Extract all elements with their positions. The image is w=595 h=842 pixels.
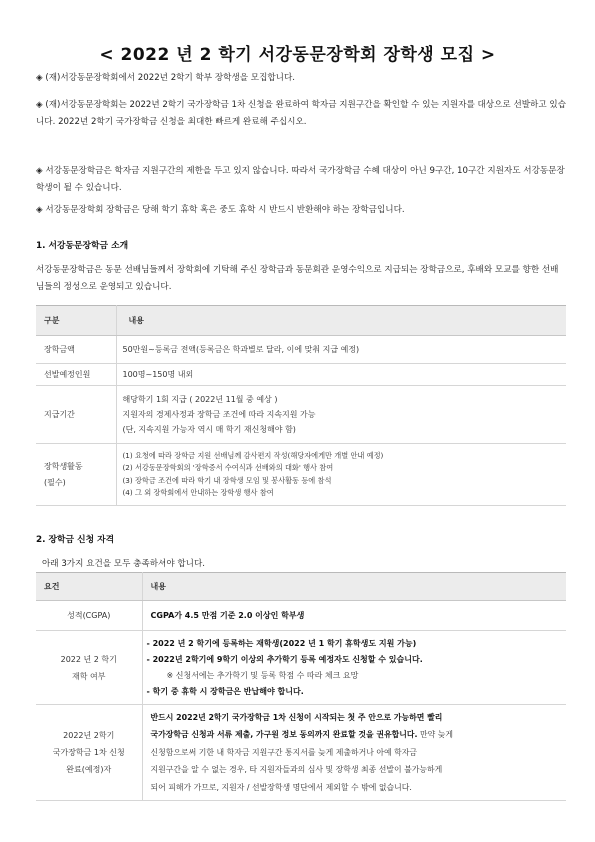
table-row <box>36 705 566 801</box>
content-line: 해당학기 1회 지급 ( 2022년 11월 중 예상 ) <box>122 395 278 404</box>
page-title: < 2022 년 2 학기 서강동문장학회 장학생 모집 > <box>99 45 496 65</box>
intro-line-3: ◈ 서강동문장학금은 학자금 지원구간의 제한을 두고 있지 않습니다. 따라서 국가장학금 수혜 대상이 아닌 9구간, 10구간 지원자도 서강동문장학생이 될 수 있습니다. <box>36 166 565 193</box>
row-content: 100명~150명 내외 <box>116 364 566 386</box>
content-line: - 2022 년 2 학기에 등록하는 재학생(2022 년 1 학기 휴학생도 지원 가능) <box>146 638 417 648</box>
header-content: 내용 <box>142 573 566 601</box>
table-header-row <box>36 573 566 601</box>
content-line: - 2022년 2학기에 9학기 이상의 추가학기 등록 예정자도 신청할 수 있습니다. <box>146 654 423 664</box>
label-line: 2022 년 2 학기 <box>60 654 117 664</box>
row-label <box>36 705 142 801</box>
intro-line-4: ◈ 서강동문장학회 장학금은 당해 학기 휴학 혹은 중도 휴학 시 반드시 반환해야 하는 장학금입니다. <box>36 205 405 215</box>
table-row <box>36 364 566 386</box>
row-content: 50만원~등록금 전액(등록금은 학과별로 달라, 이에 맞춰 지급 예정) <box>116 336 566 364</box>
content-line: 신청함으로써 기한 내 학자금 지원구간 통지서를 늦게 제출하거나 아예 학자금 <box>150 747 417 757</box>
row-content <box>116 386 566 444</box>
header-category: 구분 <box>36 306 116 336</box>
content-tail-text: 만약 늦게 <box>417 730 454 740</box>
header-requirement: 요건 <box>36 573 142 601</box>
label-line: 2022년 2학기 <box>63 731 115 740</box>
row-content <box>142 631 566 705</box>
content-line: 되어 피해가 가므로, 지원자 / 선발장학생 명단에서 제외할 수 밖에 없습니다. <box>150 782 412 792</box>
row-label: 성적(CGPA) <box>36 601 142 631</box>
content-line: (3) 장학금 조건에 따라 학기 내 장학생 모임 및 봉사활동 등에 참석 <box>122 475 332 485</box>
section1-heading: 1. 서강동문장학금 소개 <box>36 241 129 251</box>
label-line: 완료(예정)자 <box>66 765 112 774</box>
content-bold-text: 국가장학금 신청과 서류 제출, 가구원 정보 동의까지 완료할 것을 권유합니다. <box>150 730 418 740</box>
table-header-row <box>36 306 566 336</box>
table-row <box>36 336 566 364</box>
row-label: 선발예정인원 <box>36 364 116 386</box>
row-content: CGPA가 4.5 만점 기준 2.0 이상인 학부생 <box>142 601 566 631</box>
row-label <box>36 631 142 705</box>
row-content <box>142 705 566 801</box>
label-line: (필수) <box>44 477 66 487</box>
intro-line-2: ◈ (재)서강동문장학회는 2022년 2학기 국가장학금 1차 신청을 완료하여 학자금 지원구간을 확인할 수 있는 지원자를 대상으로 선발하고 있습니다. 2022년 2학기 국가장학금 신청을 최대한 빠르게 완료해 주십시오. <box>36 100 566 127</box>
content-line: 지원구간을 알 수 없는 경우, 타 지원자들과의 심사 및 장학생 최종 선발이 불가능하게 <box>150 765 443 775</box>
table-row <box>36 386 566 444</box>
content-line: (단, 지속지원 가능자 역시 매 학기 재신청해야 함) <box>122 425 296 434</box>
content-line: (2) 서강동문장학회의 '장학증서 수여식과 선배와의 대화' 행사 참여 <box>122 463 334 472</box>
section2-heading: 2. 장학금 신청 자격 <box>36 535 115 545</box>
label-line: 장학생활동 <box>44 461 83 471</box>
row-label <box>36 444 116 506</box>
table-row <box>36 631 566 705</box>
content-line: (1) 요청에 따라 장학금 지원 선배님께 감사편지 작성(해당자에게만 개별 안내 예정) <box>122 450 384 460</box>
table-row <box>36 444 566 506</box>
intro-line-1: ◈ (재)서강동문장학회에서 2022년 2학기 학부 장학생을 모집합니다. <box>36 73 296 83</box>
content-line: 지원자의 경제사정과 장학금 조건에 따라 지속지원 가능 <box>122 410 316 419</box>
content-line: (4) 그 외 장학회에서 안내하는 장학생 행사 참여 <box>122 488 274 497</box>
scholarship-intro-table <box>36 305 566 506</box>
label-line: 국가장학금 1차 신청 <box>52 748 125 757</box>
header-content: 내용 <box>116 306 566 336</box>
content-line: - 학기 중 휴학 시 장학금은 반납해야 합니다. <box>146 686 304 696</box>
table-row <box>36 601 566 631</box>
content-line: 반드시 2022년 2학기 국가장학금 1차 신청이 시작되는 첫 주 안으로 가능하면 빨리 <box>150 712 443 722</box>
row-label: 장학금액 <box>36 336 116 364</box>
section2-desc: 아래 3가지 요건을 모두 충족하셔야 합니다. <box>42 559 205 569</box>
row-label: 지급기간 <box>36 386 116 444</box>
content-note: ※ 신청서에는 추가학기 및 등록 학점 수 따라 체크 요망 <box>166 670 359 680</box>
row-content <box>116 444 566 506</box>
content-line <box>151 726 567 744</box>
eligibility-table <box>36 572 566 801</box>
label-line: 재학 여부 <box>72 671 106 681</box>
section1-desc: 서강동문장학금은 동문 선배님들께서 장학회에 기탁해 주신 장학금과 동문회관 운영수익으로 지급되는 장학금으로, 후배와 모교를 향한 선배님들의 정성으로 운영되고 있습니다. <box>36 265 559 292</box>
